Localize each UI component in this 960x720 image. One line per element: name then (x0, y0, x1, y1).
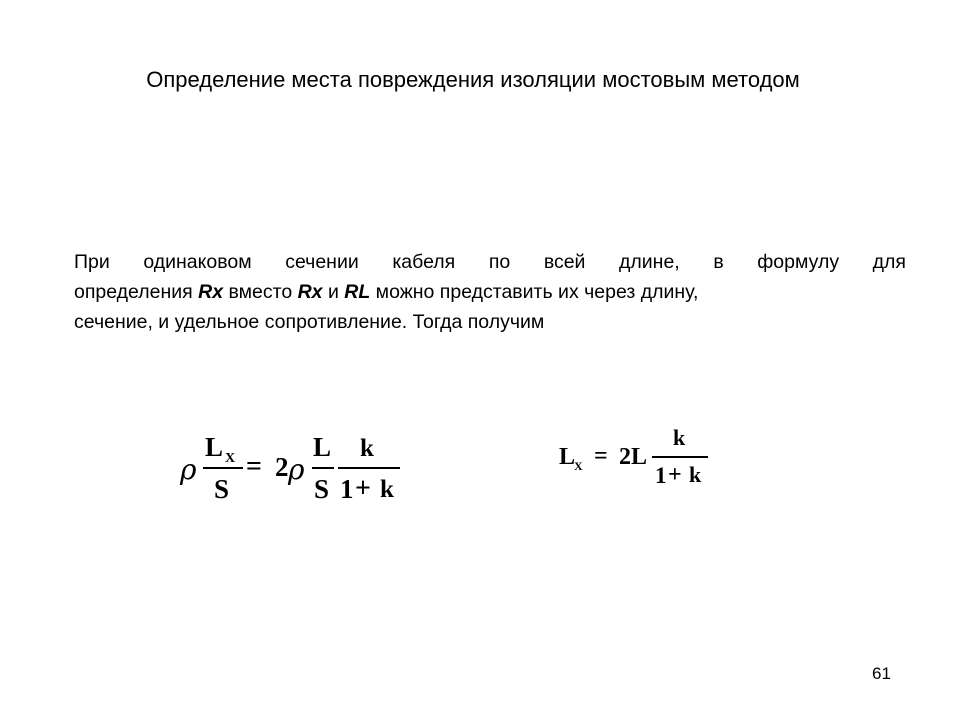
rho-symbol: ρ (180, 453, 197, 486)
page-number: 61 (872, 664, 891, 683)
numerator-k: k (673, 425, 686, 450)
denominator-one: 1 (340, 474, 354, 504)
text-fragment: можно представить их через длину, (370, 281, 699, 303)
symbol-rx: Rx (198, 281, 224, 303)
lhs-l: L (559, 444, 576, 470)
text-fragment: вместо (223, 281, 298, 303)
fraction-bar (312, 467, 334, 469)
fraction-bar (652, 456, 708, 458)
body-paragraph (74, 247, 906, 337)
subscript-x: X (225, 451, 236, 466)
symbol-rl: RL (344, 281, 371, 303)
plus-sign: + (355, 473, 371, 504)
symbol-rx: Rx (297, 281, 323, 303)
slide-title: Определение места повреждения изоляции мостовым методом (146, 67, 800, 92)
equals-sign: = (594, 443, 608, 469)
text-fragment: и (322, 281, 345, 303)
paragraph-line-3: сечение, и удельное сопротивление. Тогда получим (74, 311, 545, 333)
paragraph-line-2 (74, 277, 906, 307)
numerator-l: L (313, 432, 332, 462)
fraction-bar (338, 467, 400, 469)
denominator-one: 1 (655, 463, 667, 488)
equals-sign: = (246, 451, 262, 482)
plus-sign: + (668, 462, 682, 488)
numerator-k: k (360, 435, 374, 462)
denominator-s: S (214, 474, 230, 504)
numerator-l: L (205, 432, 224, 462)
subscript-x: X (574, 459, 583, 473)
denominator-k: k (380, 476, 394, 503)
coefficient-2l: 2L (619, 444, 648, 470)
coefficient-2: 2 (275, 452, 289, 482)
text-fragment: определения (74, 281, 199, 303)
fraction-bar (203, 467, 243, 469)
paragraph-line-1: При одинаковом сечении кабеля по всей длине, в формулу для (74, 251, 906, 273)
rho-symbol: ρ (288, 453, 305, 486)
denominator-s: S (314, 474, 330, 504)
denominator-k: k (689, 462, 702, 487)
